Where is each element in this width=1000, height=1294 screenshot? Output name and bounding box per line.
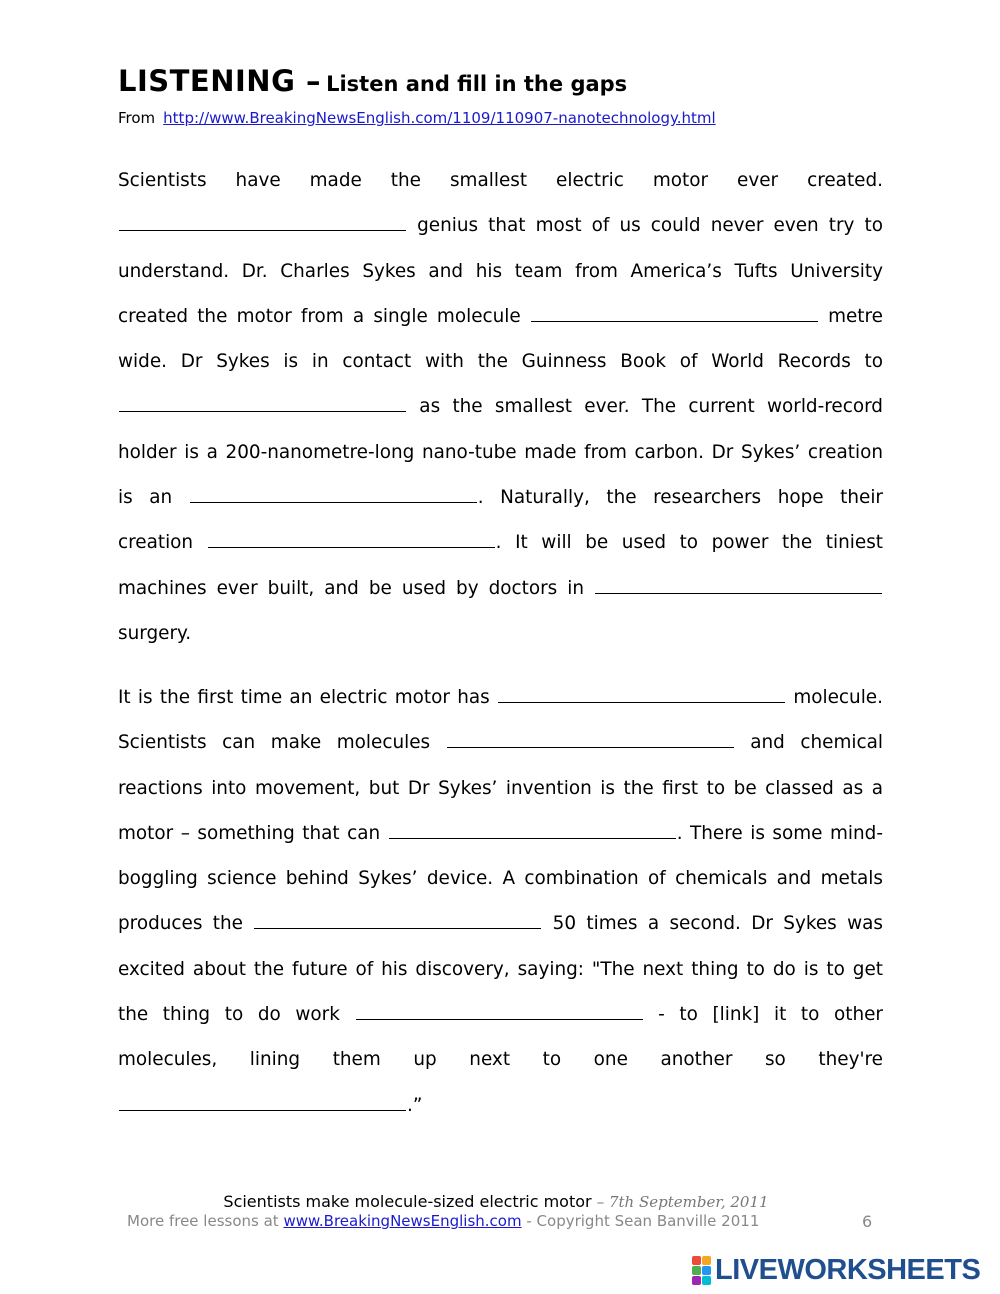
- liveworksheets-icon: [692, 1256, 711, 1285]
- p2-text-1: It is the first time an electric motor has: [118, 687, 490, 708]
- gap-input[interactable]: [190, 485, 477, 503]
- p2-text-7: .”: [407, 1094, 423, 1116]
- p1-text-6: . It will be used to power the tiniest machines ever built, and be used by doctors in: [118, 532, 883, 599]
- copyright-text: - Copyright Sean Banville 2011: [526, 1212, 760, 1230]
- gap-input[interactable]: [498, 685, 785, 703]
- gap-input[interactable]: [208, 530, 495, 548]
- icon-block: [702, 1276, 711, 1285]
- gap-input[interactable]: [119, 394, 406, 412]
- liveworksheets-logo[interactable]: [692, 1254, 980, 1287]
- lesson-title: Scientists make molecule-sized electric motor: [223, 1192, 592, 1211]
- more-lessons-prefix: More free lessons at: [127, 1212, 279, 1230]
- footer-lesson-title: [0, 1192, 992, 1211]
- gap-input[interactable]: [119, 213, 406, 231]
- p1-text-4: as the smallest ever. The current world-record holder is a 200-nanometre-long nano-tube made from carbon. Dr Sykes’ creation is an: [118, 396, 883, 509]
- p1-text-2: genius that most of us could never even try to understand. Dr. Charles Sykes and his team from America’s Tufts University created the motor from a single molecule: [118, 215, 883, 327]
- p2-text-2: molecule. Scientists can make molecules: [118, 687, 883, 754]
- footer-copyright: [127, 1212, 759, 1230]
- footer-link[interactable]: www.BreakingNewsEnglish.com: [283, 1212, 522, 1230]
- liveworksheets-text: LIVEWORKSHEETS: [715, 1254, 981, 1286]
- source-line: [118, 109, 716, 127]
- title-instruction: Listen and fill in the gaps: [326, 72, 628, 96]
- p1-text-1: Scientists have made the smallest electric motor ever created.: [118, 170, 883, 191]
- gap-input[interactable]: [389, 821, 676, 839]
- icon-block: [692, 1276, 701, 1285]
- gap-input[interactable]: [254, 911, 541, 929]
- p2-text-3: and chemical reactions into movement, but Dr Sykes’ invention is the first to be classed as a motor – something that can: [118, 732, 883, 844]
- p1-text-5: . Naturally, the researchers hope their creation: [118, 487, 883, 554]
- icon-block: [692, 1256, 701, 1265]
- gap-input[interactable]: [531, 304, 818, 322]
- p1-text-7: surgery.: [118, 622, 192, 644]
- worksheet-title: [118, 64, 627, 98]
- title-listening: LISTENING –: [118, 64, 321, 98]
- paragraph-2: [118, 675, 883, 1128]
- from-label: From: [118, 109, 156, 127]
- icon-block: [692, 1266, 701, 1275]
- gap-input[interactable]: [447, 730, 734, 748]
- p2-text-4: . There is some mind-boggling science behind Sykes’ device. A combination of chemicals and metals produces the: [118, 822, 883, 935]
- gap-input[interactable]: [119, 1093, 406, 1111]
- icon-block: [702, 1266, 711, 1275]
- icon-block: [702, 1256, 711, 1265]
- p2-text-6: - to [link] it to other molecules, lining them up next to one another so they're: [118, 1004, 883, 1071]
- page-number: 6: [862, 1212, 873, 1231]
- lesson-date: – 7th September, 2011: [596, 1193, 769, 1211]
- paragraph-1: [118, 158, 883, 656]
- p1-text-3: metre wide. Dr Sykes is in contact with the Guinness Book of World Records to: [118, 305, 883, 373]
- source-link[interactable]: http://www.BreakingNewsEnglish.com/1109/110907-nanotechnology.html: [163, 109, 716, 127]
- p2-text-5: 50 times a second. Dr Sykes was excited about the future of his discovery, saying: "The next thing to do is to get the thing to do work: [118, 913, 883, 1026]
- gap-input[interactable]: [595, 576, 882, 594]
- gap-input[interactable]: [356, 1002, 643, 1020]
